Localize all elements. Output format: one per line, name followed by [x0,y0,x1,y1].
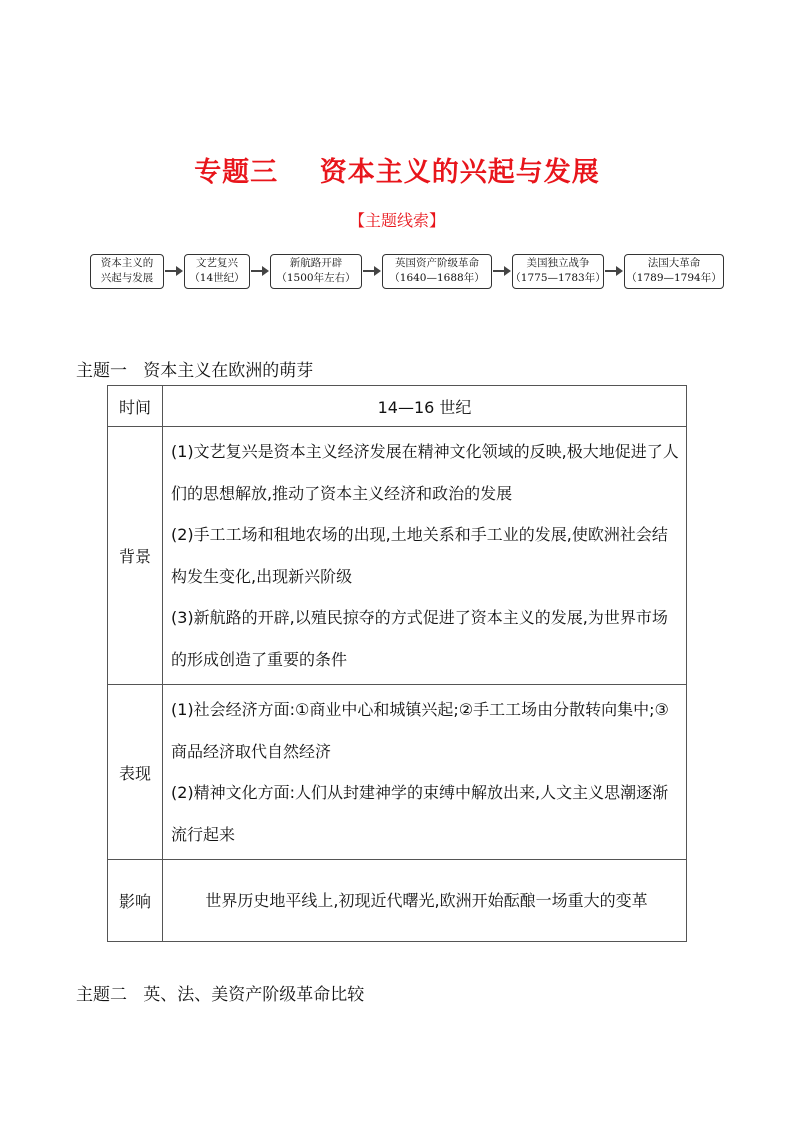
timeline-flow [90,253,724,289]
table-row-time [108,386,687,427]
manifestation-item-2: (2)精神文化方面:人们从封建神学的束缚中解放出来,人文主义思潮逐渐流行起来 [171,783,669,844]
flow-box-line2: 兴起与发展 [100,272,154,284]
table-row-influence [108,860,687,942]
arrow-icon [492,266,512,276]
row-label-manifestation: 表现 [108,685,163,860]
flow-box-line2: （1775—1783年） [510,272,606,284]
section-subtitle: 【主题线索】 [348,211,445,230]
flow-box-line2: （1789—1794年） [626,272,722,284]
flow-box-line2: （14世纪） [189,272,245,284]
flow-box-american-war [512,254,604,289]
flow-box-origin [90,254,164,289]
flow-box-line2: （1500年左右） [276,272,356,284]
row-value-time: 14—16 世纪 [163,386,687,427]
background-item-1: (1)文艺复兴是资本主义经济发展在精神文化领域的反映,极大地促进了人们的思想解放,推动了资本主义经济和政治的发展 [171,442,679,503]
row-content-manifestation [163,685,687,860]
arrow-icon [604,266,624,276]
row-label-time: 时间 [108,386,163,427]
manifestation-item-1: (1)社会经济方面:①商业中心和城镇兴起;②手工工场由分散转向集中;③商品经济取代自然经济 [171,700,669,761]
arrow-icon [164,266,184,276]
flow-box-line1: 文艺复兴 [196,257,238,269]
arrow-icon [362,266,382,276]
flow-box-english-revolution [382,254,492,289]
table-row-background [108,427,687,685]
row-content-background [163,427,687,685]
row-label-background: 背景 [108,427,163,685]
row-label-influence: 影响 [108,860,163,942]
topic-one-table [107,385,687,942]
arrow-icon [250,266,270,276]
topic-two-heading: 主题二 英、法、美资产阶级革命比较 [76,985,365,1005]
topic-one-heading: 主题一 资本主义在欧洲的萌芽 [76,361,314,381]
table-row-manifestation [108,685,687,860]
flow-box-line1: 美国独立战争 [526,257,590,269]
flow-box-french-revolution [624,254,724,289]
flow-box-line1: 资本主义的 [100,257,154,269]
flow-box-line1: 新航路开辟 [289,257,343,269]
background-item-3: (3)新航路的开辟,以殖民掠夺的方式促进了资本主义的发展,为世界市场的形成创造了重要的条件 [171,608,668,669]
document-title: 专题三 资本主义的兴起与发展 [194,157,600,188]
flow-box-line2: （1640—1688年） [389,272,485,284]
flow-box-renaissance [184,254,250,289]
flow-box-line1: 法国大革命 [647,257,701,269]
background-item-2: (2)手工工场和租地农场的出现,土地关系和手工业的发展,使欧洲社会结构发生变化,出现新兴阶级 [171,525,668,586]
row-value-influence: 世界历史地平线上,初现近代曙光,欧洲开始酝酿一场重大的变革 [163,860,687,942]
flow-box-line1: 英国资产阶级革命 [395,257,479,269]
flow-box-new-route [270,254,362,289]
